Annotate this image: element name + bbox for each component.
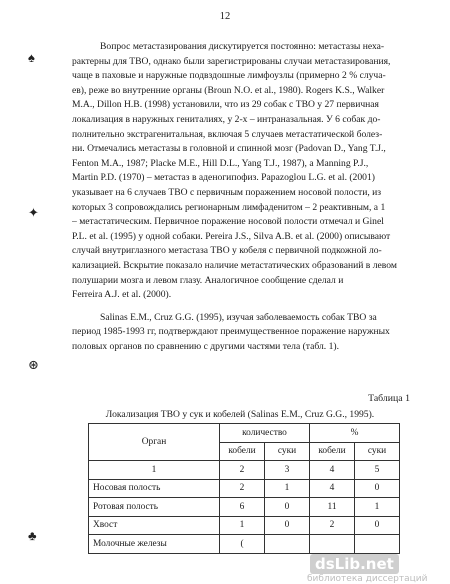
- subheader-cell: кобели: [310, 442, 355, 461]
- table-cell: Носовая полость: [89, 479, 220, 498]
- table-cell: 3: [265, 461, 310, 480]
- text-line: половых органов по сравнению с другими частями тела (табл. 1).: [72, 340, 339, 352]
- text-line: локализация в наружных гениталиях, у 2-х – интраназальная. У 6 собак до-: [72, 113, 381, 125]
- text-line: ев), реже во внутренние органы (Broun N.O. et al., 1980). Rogers K.S., Walker: [72, 84, 385, 96]
- subheader-cell: кобели: [220, 442, 265, 461]
- header-count: количество: [220, 424, 310, 443]
- text-line: период 1985-1993 гг, подтверждают преимущественное поражение наружных: [72, 326, 390, 338]
- table-cell: 2: [220, 479, 265, 498]
- header-percent: %: [310, 424, 400, 443]
- table-label: Таблица 1: [368, 393, 410, 404]
- text-line: M.A., Dillon H.B. (1998) установили, что из 29 собак с ТВО у 27 первичная: [72, 99, 379, 111]
- margin-mark-icon: ♠: [28, 50, 35, 65]
- table-row: [89, 479, 400, 498]
- table-cell: Ротовая полость: [89, 498, 220, 517]
- margin-mark-icon: ✦: [28, 205, 39, 220]
- table-row: [89, 535, 400, 554]
- table-cell: (: [220, 535, 265, 554]
- text-line: Вопрос метастазирования дискутируется постоянно: метастазы неха-: [100, 41, 385, 52]
- text-line: P.L. et al. (1995) у одной собаки. Pereira J.S., Silva A.B. et al. (2000) описывают: [72, 230, 391, 242]
- table-cell: 0: [265, 498, 310, 517]
- text-line: которых 3 сопровождались регионарным лимфаденитом – 2 реактивным, а 1: [72, 201, 386, 213]
- table-cell: Молочные железы: [89, 535, 220, 554]
- table-row: [89, 516, 400, 535]
- subheader-cell: суки: [355, 442, 400, 461]
- page-number: 12: [219, 11, 231, 22]
- localization-table: [88, 423, 400, 554]
- table-cell: 1: [265, 479, 310, 498]
- text-line: полнительно экстрагенитальная, включая 5 случаев метастатической болез-: [72, 128, 383, 140]
- watermark: [307, 554, 428, 584]
- text-line: Salinas E.M., Cruz G.G. (1995), изучая заболеваемость собак ТВО за: [100, 311, 377, 323]
- text-line: – метастатическим. Первичное поражение носовой полости отмечал и Ginel: [72, 216, 384, 228]
- table-cell: Хвост: [89, 516, 220, 535]
- table-cell: 0: [265, 516, 310, 535]
- table-cell: 0: [355, 479, 400, 498]
- table-title: Локализация ТВО у сук и кобелей (Salinas E.M., Cruz G.G., 1995).: [105, 409, 375, 420]
- table-cell: [355, 535, 400, 554]
- margin-mark-icon: ⊛: [28, 357, 39, 372]
- table-cell: 1: [220, 516, 265, 535]
- text-line: рактерны для ТВО, однако были зарегистрированы случаи метастазирования,: [72, 55, 391, 67]
- table-cell: 2: [220, 461, 265, 480]
- table-header-row: [89, 424, 400, 443]
- text-line: чаще в паховые и наружные подвздошные лимфоузлы (примерно 2 % случа-: [72, 70, 386, 82]
- text-line: ни. Отмечались метастазы в головной и спинной мозг (Padovan D., Yang T.J.,: [72, 143, 386, 155]
- margin-mark-icon: ♣: [28, 528, 37, 543]
- text-line: Martin P.D. (1970) – метастаз в аденогипофиз. Papazoglou L.G. et al. (2001): [72, 172, 375, 184]
- table-cell: 4: [310, 461, 355, 480]
- table-cell: 1: [355, 498, 400, 517]
- text-line: кализацией. Вскрытие показало наличие метастатических образований в левом: [72, 259, 397, 271]
- table-cell: 0: [355, 516, 400, 535]
- text-line: случай внутриглазного метастаза ТВО у кобеля с первичной подкожной ло-: [72, 245, 382, 257]
- table-cell: 5: [355, 461, 400, 480]
- text-line: указывает на 6 случаев ТВО с первичным поражением носовой полости, из: [72, 186, 382, 198]
- table-cell: 11: [310, 498, 355, 517]
- text-line: полушарии мозга и левом глазу. Аналогичное сообщение сделал и: [72, 274, 344, 286]
- watermark-logo: dsLib.net: [310, 554, 399, 574]
- body-text: [72, 40, 412, 354]
- table-cell: 1: [89, 461, 220, 480]
- text-line: Ferreira A.J. et al. (2000).: [72, 289, 172, 301]
- table-row: [89, 461, 400, 480]
- table-cell: 6: [220, 498, 265, 517]
- table-cell: 4: [310, 479, 355, 498]
- table-cell: [265, 535, 310, 554]
- table-cell: [310, 535, 355, 554]
- watermark-subtitle: библиотека диссертаций: [307, 574, 428, 584]
- header-organ: Орган: [89, 424, 220, 461]
- subheader-cell: суки: [265, 442, 310, 461]
- text-line: Fenton M.A., 1987; Placke M.E., Hill D.L., Yang T.J., 1987), а Manning P.J.,: [72, 157, 369, 169]
- table-row: [89, 498, 400, 517]
- table-cell: 2: [310, 516, 355, 535]
